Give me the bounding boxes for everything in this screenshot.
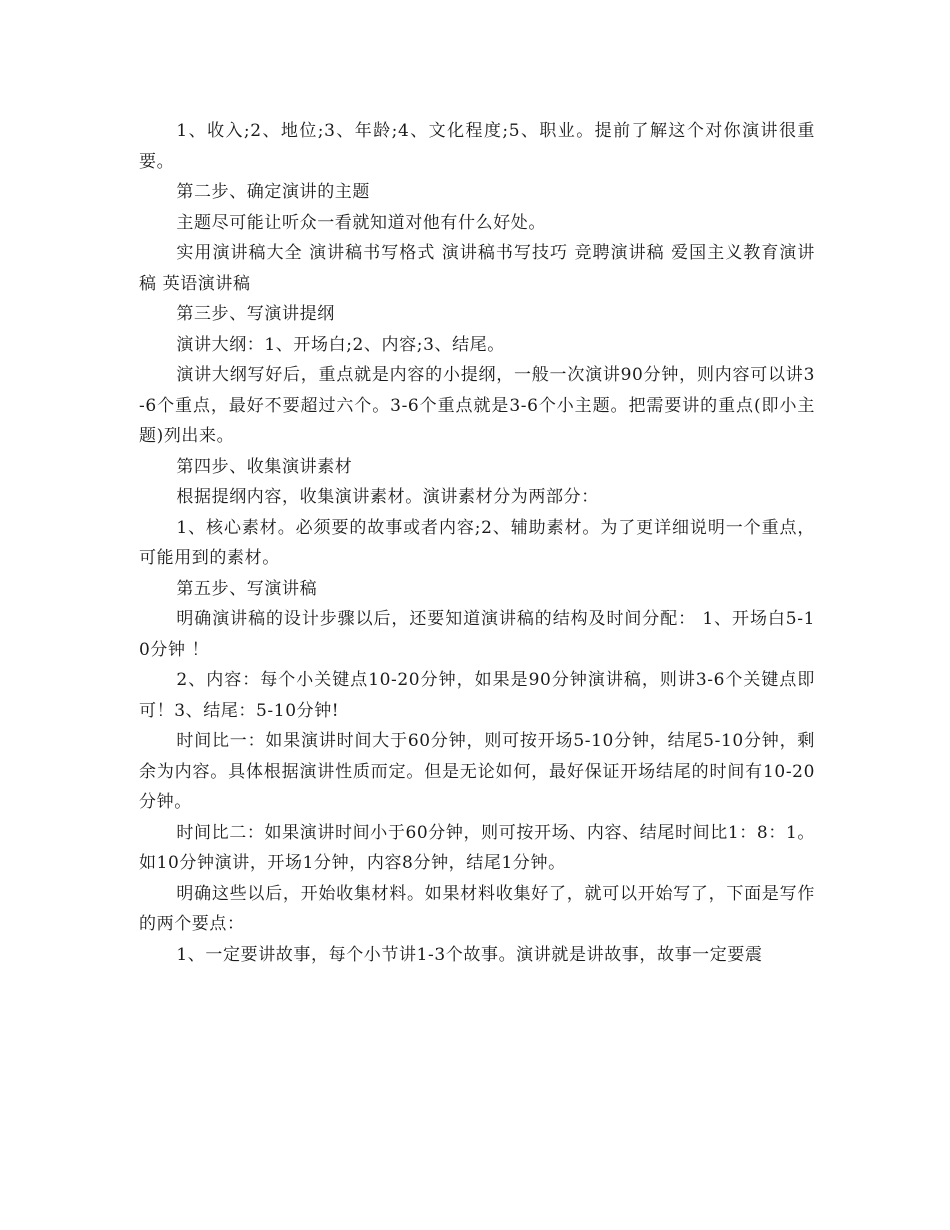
paragraph-time-ratio-two: 时间比二：如果演讲时间小于60分钟，则可按开场、内容、结尾时间比1：8：1。如10分钟演讲，开场1分钟，内容8分钟，结尾1分钟。 [139,822,815,873]
heading-step-four: 第四步、收集演讲素材 [176,456,353,477]
paragraph-storytelling: 1、一定要讲故事，每个小节讲1-3个故事。演讲就是讲故事，故事一定要震 [176,944,763,965]
paragraph-key-points: 演讲大纲写好后，重点就是内容的小提纲，一般一次演讲90分钟，则内容可以讲3-6个重点，最好不要超过六个。3-6个重点就是3-6个小主题。把需要讲的重点(即小主题)列出来。 [139,365,815,446]
paragraph-collect-materials: 根据提纲内容，收集演讲素材。演讲素材分为两部分： [176,487,599,507]
paragraph-related-links: 实用演讲稿大全 演讲稿书写格式 演讲稿书写技巧 竞聘演讲稿 爱国主义教育演讲稿 英语演讲稿 [139,243,815,294]
paragraph-theme: 主题尽可能让听众一看就知道对他有什么好处。 [176,212,546,233]
heading-step-two: 第二步、确定演讲的主题 [176,182,370,202]
paragraph-structure: 明确演讲稿的设计步骤以后，还要知道演讲稿的结构及时间分配： 1、开场白5-10分钟 ！ [139,609,815,660]
paragraph-writing-points: 明确这些以后，开始收集材料。如果材料收集好了，就可以开始写了，下面是写作的两个要点： [139,883,815,934]
paragraph-outline: 演讲大纲：1、开场白;2、内容;3、结尾。 [176,334,505,355]
paragraph-material-types: 1、核心素材。必须要的故事或者内容;2、辅助素材。为了更详细说明一个重点，可能用到的素材。 [139,517,815,568]
paragraph-time-ratio-one: 时间比一：如果演讲时间大于60分钟，则可按开场5-10分钟，结尾5-10分钟，剩余为内容。具体根据演讲性质而定。但是无论如何，最好保证开场结尾的时间有10-20分钟。 [139,731,815,812]
paragraph-content-timing: 2、内容：每个小关键点10-20分钟，如果是90分钟演讲稿，则讲3-6个关键点即可！3、结尾：5-10分钟! [139,670,815,721]
heading-step-five: 第五步、写演讲稿 [176,578,318,599]
document-body [139,116,815,970]
paragraph-audience-factors: 1、收入;2、地位;3、年龄;4、文化程度;5、职业。提前了解这个对你演讲很重要。 [139,121,815,172]
heading-step-three: 第三步、写演讲提纲 [176,304,335,324]
